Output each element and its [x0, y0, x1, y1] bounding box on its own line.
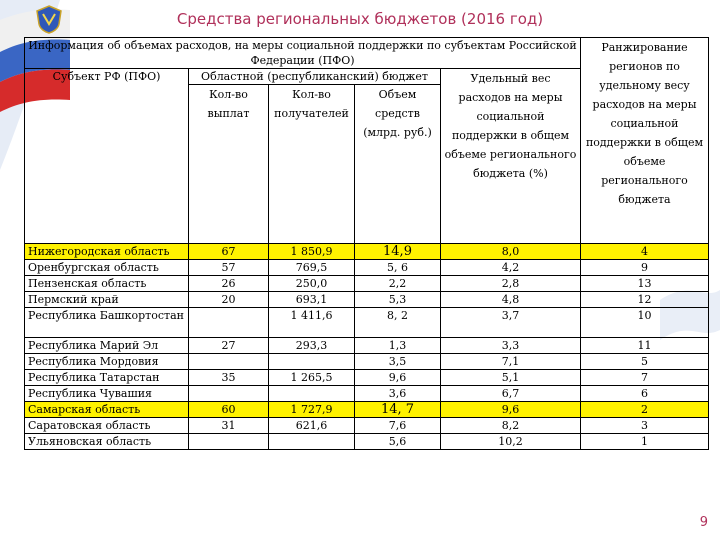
cell-share: 2,8: [441, 276, 581, 292]
cell-share: 8,2: [441, 418, 581, 434]
cell-region: Ульяновская область: [25, 434, 189, 450]
cell-recipients: [269, 386, 355, 402]
cell-rank: 5: [581, 354, 709, 370]
cell-funds: 5, 6: [355, 260, 441, 276]
page-number: 9: [699, 515, 708, 530]
cell-region: Республика Марий Эл: [25, 338, 189, 354]
cell-rank: 7: [581, 370, 709, 386]
cell-share: 10,2: [441, 434, 581, 450]
cell-share: 3,7: [441, 308, 581, 338]
header-subject: Субъект РФ (ПФО): [25, 69, 189, 244]
cell-rank: 9: [581, 260, 709, 276]
cell-region: Нижегородская область: [25, 244, 189, 260]
page-title: Средства региональных бюджетов (2016 год): [176, 10, 544, 28]
cell-rank: 12: [581, 292, 709, 308]
header-payments: Кол-во выплат: [189, 85, 269, 244]
cell-funds: 7,6: [355, 418, 441, 434]
cell-funds: 2,2: [355, 276, 441, 292]
cell-share: 5,1: [441, 370, 581, 386]
cell-share: 4,2: [441, 260, 581, 276]
cell-share: 4,8: [441, 292, 581, 308]
cell-recipients: 693,1: [269, 292, 355, 308]
cell-rank: 11: [581, 338, 709, 354]
cell-payments: 67: [189, 244, 269, 260]
cell-share: 8,0: [441, 244, 581, 260]
cell-rank: 6: [581, 386, 709, 402]
cell-payments: 31: [189, 418, 269, 434]
cell-share: 9,6: [441, 402, 581, 418]
cell-payments: [189, 386, 269, 402]
cell-funds: 14,9: [355, 244, 441, 260]
cell-payments: 57: [189, 260, 269, 276]
cell-recipients: 1 265,5: [269, 370, 355, 386]
cell-payments: [189, 308, 269, 338]
header-ranking: Ранжирование регионов по удельному весу расходов на меры социальной поддержки в общем объеме регионального бюджета: [581, 38, 709, 244]
cell-rank: 1: [581, 434, 709, 450]
cell-payments: 26: [189, 276, 269, 292]
header-info-title: Информация об объемах расходов, на меры социальной поддержки по субъектам Российской Федерации (ПФО): [25, 38, 581, 69]
cell-funds: 14, 7: [355, 402, 441, 418]
header-recipients: Кол-во получателей: [269, 85, 355, 244]
table-row: [25, 260, 709, 276]
table-row: [25, 434, 709, 450]
cell-recipients: 293,3: [269, 338, 355, 354]
cell-funds: 3,5: [355, 354, 441, 370]
cell-funds: 5,3: [355, 292, 441, 308]
cell-rank: 2: [581, 402, 709, 418]
cell-region: Пермский край: [25, 292, 189, 308]
cell-region: Республика Мордовия: [25, 354, 189, 370]
table-row: [25, 402, 709, 418]
cell-recipients: 1 727,9: [269, 402, 355, 418]
budget-table: [24, 37, 709, 450]
cell-recipients: 621,6: [269, 418, 355, 434]
header-share: Удельный вес расходов на меры социальной поддержки в общем объеме регионального бюджета (%): [441, 69, 581, 244]
table-row: [25, 386, 709, 402]
cell-recipients: 1 850,9: [269, 244, 355, 260]
cell-payments: [189, 434, 269, 450]
table-row: [25, 370, 709, 386]
table-body: [25, 244, 709, 450]
table-row: [25, 244, 709, 260]
cell-funds: 5,6: [355, 434, 441, 450]
table-row: [25, 276, 709, 292]
cell-funds: 3,6: [355, 386, 441, 402]
cell-payments: 20: [189, 292, 269, 308]
cell-payments: 35: [189, 370, 269, 386]
table-row: [25, 292, 709, 308]
cell-rank: 10: [581, 308, 709, 338]
cell-recipients: 250,0: [269, 276, 355, 292]
cell-payments: 60: [189, 402, 269, 418]
cell-recipients: [269, 354, 355, 370]
header-row-1: [25, 38, 709, 69]
table-row: [25, 354, 709, 370]
cell-region: Республика Башкортостан: [25, 308, 189, 338]
cell-share: 6,7: [441, 386, 581, 402]
cell-region: Республика Татарстан: [25, 370, 189, 386]
cell-rank: 3: [581, 418, 709, 434]
cell-funds: 8, 2: [355, 308, 441, 338]
cell-region: Республика Чувашия: [25, 386, 189, 402]
cell-share: 3,3: [441, 338, 581, 354]
cell-funds: 1,3: [355, 338, 441, 354]
table-row: [25, 308, 709, 338]
cell-recipients: 769,5: [269, 260, 355, 276]
header-regional-budget: Областной (республиканский) бюджет: [189, 69, 441, 85]
cell-region: Пензенская область: [25, 276, 189, 292]
cell-region: Оренбургская область: [25, 260, 189, 276]
table-row: [25, 338, 709, 354]
cell-rank: 13: [581, 276, 709, 292]
cell-recipients: 1 411,6: [269, 308, 355, 338]
cell-funds: 9,6: [355, 370, 441, 386]
cell-recipients: [269, 434, 355, 450]
cell-share: 7,1: [441, 354, 581, 370]
cell-payments: 27: [189, 338, 269, 354]
table-row: [25, 418, 709, 434]
cell-region: Самарская область: [25, 402, 189, 418]
cell-region: Саратовская область: [25, 418, 189, 434]
header-funds: Объем средств (млрд. руб.): [355, 85, 441, 244]
cell-payments: [189, 354, 269, 370]
cell-rank: 4: [581, 244, 709, 260]
